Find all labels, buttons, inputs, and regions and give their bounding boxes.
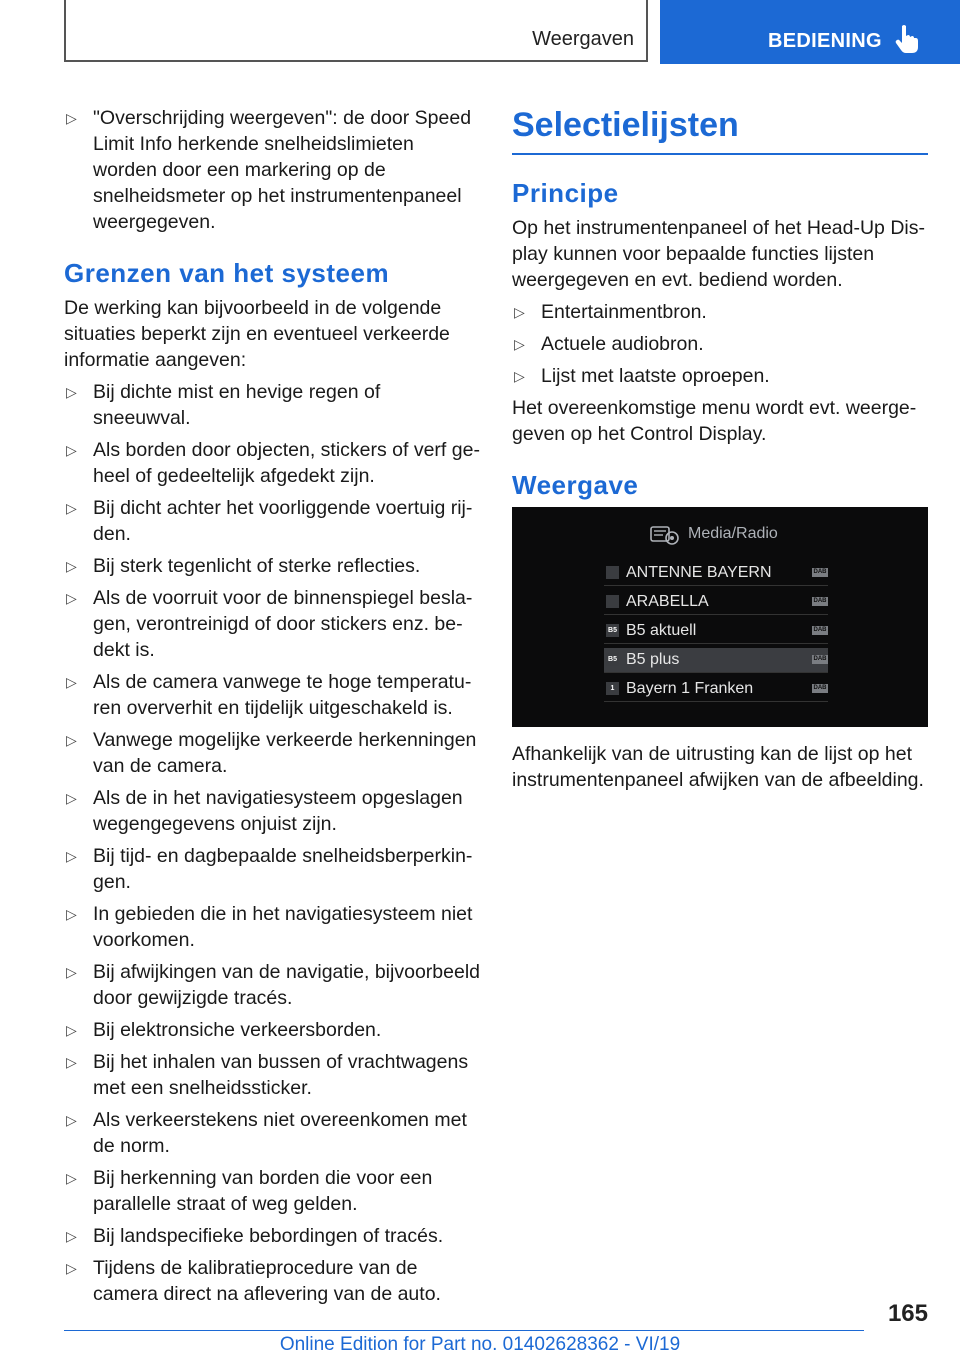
list-item: ▷ Bij elektronsiche verkeersborden. (64, 1017, 480, 1043)
station-label: B5 aktuell (626, 622, 697, 639)
list-item: ▷ Bij herkenning van borden die voor een parallelle straat of weg gelden. (64, 1165, 480, 1217)
station-badge: 1 (606, 682, 619, 695)
image-caption: Afhankelijk van de uitrusting kan de lijst op het instrumentenpaneel afwijken van de afbeelding. (512, 743, 924, 791)
list-item: ▷ Actuele audiobron. (512, 331, 928, 357)
left-column (64, 105, 480, 1313)
list-item: ▷ Bij tijd- en dagbepaalde snelheidsberperkingen. (64, 843, 480, 895)
footer-rule (64, 1330, 864, 1331)
list-item: ▷ Entertainmentbron. (512, 299, 928, 325)
limits-intro: De werking kan bijvoorbeeld in de volgende situaties beperkt zijn en eventueel verkeerde informatie aangeven: (64, 297, 450, 371)
list-item: ▷ Bij dichte mist en hevige regen of sneeuwval. (64, 379, 480, 431)
principle-heading: Principe (512, 178, 619, 208)
station-badge: B5 (606, 624, 619, 637)
limits-heading: Grenzen van het systeem (64, 258, 390, 288)
list-item: ▷ Bij afwijkingen van de navigatie, bijvoorbeeld door gewijzigde tracés. (64, 959, 480, 1011)
list-item: ▷ Lijst met laatste oproepen. (512, 363, 928, 389)
right-column (512, 105, 928, 799)
list-item: ▷ Als borden door objecten, stickers of verf geheel of gedeeltelijk afgedekt zijn. (64, 437, 480, 489)
media-radio-icon (650, 524, 680, 546)
header-chapter-tab (660, 0, 960, 64)
list-item: ▷ Als de in het navigatiesysteem opgeslagen wegengegevens onjuist zijn. (64, 785, 480, 837)
station-row[interactable] (604, 619, 828, 644)
station-label: ANTENNE BAYERN (626, 564, 772, 581)
dab-tag: DAB (813, 598, 827, 604)
list-item: ▷ Als de voorruit voor de binnenspiegel beslagen, verontreinigd of door stickers enz. bedekt is. (64, 585, 480, 663)
list-item: ▷ Bij dicht achter het voorliggende voertuig rijden. (64, 495, 480, 547)
screen-title: Media/Radio (688, 525, 778, 542)
display-heading: Weergave (512, 470, 639, 500)
title-divider (512, 153, 928, 155)
list-item: ▷ Tijdens de kalibratieprocedure van de camera direct na aflevering van de auto. (64, 1255, 480, 1307)
header-section-label: Weergaven (532, 28, 634, 50)
station-badge (606, 566, 619, 579)
station-row-selected[interactable] (604, 648, 828, 673)
hand-pointer-icon (894, 24, 920, 54)
station-badge (606, 595, 619, 608)
principle-text: Op het instrumentenpaneel of het Head-Up Display kunnen voor bepaalde functies lijsten weergegeven en evt. bediend worden. (512, 217, 925, 291)
station-row[interactable] (604, 677, 828, 702)
section-title: Selectielijsten (512, 106, 739, 144)
edition-footer: Online Edition for Part no. 01402628362 - VI/19 (279, 1334, 681, 1355)
list-item: ▷ Bij sterk tegenlicht of sterke reflecties. (64, 553, 480, 579)
intro-bullet: ▷ "Overschrijding weergeven": de door Speed Limit Info herkende snelheidslimieten worden door een markering op de snelheidsmeter op het instrumentenpaneel weergegeven. (64, 105, 480, 235)
list-item: ▷ Bij landspecifieke bebordingen of tracés. (64, 1223, 480, 1249)
dab-tag: DAB (813, 656, 827, 662)
station-row[interactable] (604, 561, 828, 586)
header-section-tab (64, 0, 648, 62)
list-item: ▷ Als verkeerstekens niet overeenkomen met de norm. (64, 1107, 480, 1159)
station-label: B5 plus (626, 651, 680, 668)
page-number: 165 (887, 1300, 928, 1327)
media-radio-screenshot (512, 507, 928, 727)
menu-text: Het overeenkomstige menu wordt evt. weergegeven op het Control Display. (512, 397, 917, 445)
station-row[interactable] (604, 590, 828, 615)
list-item: ▷ Bij het inhalen van bussen of vrachtwagens met een snelheidssticker. (64, 1049, 480, 1101)
station-badge: B5 (606, 653, 619, 666)
header-chapter-label: BEDIENING (768, 30, 882, 52)
dab-tag: DAB (813, 569, 827, 575)
dab-tag: DAB (813, 685, 827, 691)
limits-list (64, 379, 480, 1307)
list-item: ▷ Als de camera vanwege te hoge temperaturen oververhit en tijdelijk uitgeschakeld is. (64, 669, 480, 721)
station-label: ARABELLA (626, 593, 709, 610)
dab-tag: DAB (813, 627, 827, 633)
list-item: ▷ Vanwege mogelijke verkeerde herkenningen van de camera. (64, 727, 480, 779)
station-label: Bayern 1 Franken (626, 680, 754, 697)
list-item: ▷ In gebieden die in het navigatiesysteem niet voorkomen. (64, 901, 480, 953)
